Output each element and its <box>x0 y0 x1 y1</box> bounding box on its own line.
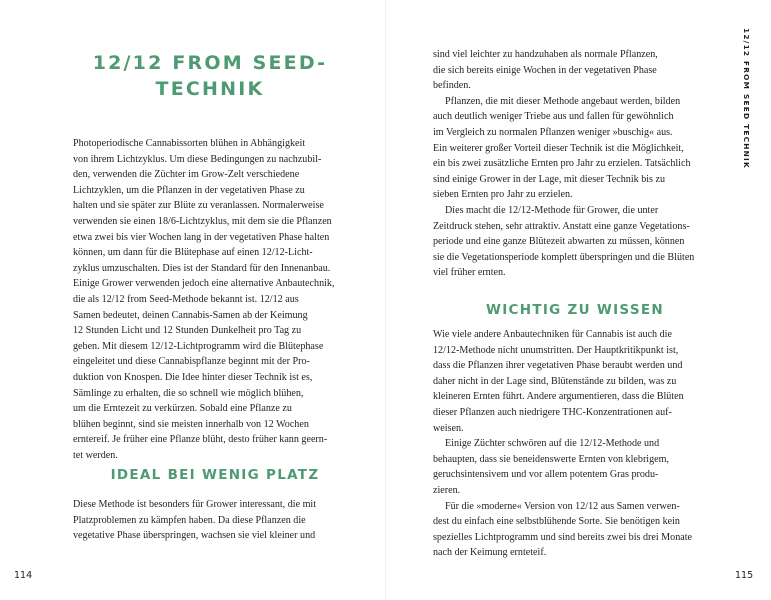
right-page <box>387 0 771 600</box>
chapter-title: 12/12 FROM SEED-TECHNIK <box>92 52 328 100</box>
intro-text: Photoperiodische Cannabissorten blühen in Abhängigkeit von ihrem Lichtzyklus. Um diese Bedingungen zu nachzubil- den, verwenden die Züchter im Grow-Zelt verschiedene Lichtzyklen, um die Pflanzen in der vegetativen Phase zu halten und sie später zur Blüte zu veranlassen. Normalerweise verwenden sie einen 18/6-Lichtzyklus, mit dem sie die Pflanzen etwa zwei bis vier Wochen lang in der vegetativen Phase halten können, um dann für die Blütephase auf einen 12/12-Licht- zyklus umzuschalten. Dies ist der Standard für den Innenanbau. Einige Grower verwenden jedoch eine alternative Anbautechnik, die als 12/12 from Seed-Methode bekannt ist. 12/12 aus Samen bedeutet, deinen Cannabis-Samen ab der Keimung 12 Stunden Licht und 12 Stunden Dunkelheit pro Tag zu geben. Mit diesem 12/12-Lichtprogramm wird die Blütephase eingeleitet und diese Cannabispflanze beginnt mit der Pro- duktion von Knospen. Die Idee hinter dieser Technik ist es, Sämlinge zu erhalten, die so schnell wie möglich blühen, um die Erntezeit zu verkürzen. Sobald eine Pflanze zu blühen beginnt, sind sie meisten innerhalb von 12 Wochen erntereif. Je früher eine Pflanze blüht, desto früher kann geern- tet werden. <box>73 138 335 461</box>
continued-text <box>433 47 717 281</box>
zuechter-paragraph: Einige Züchter schwören auf die 12/12-Methode und behaupten, dass sie beneidenswerte Ernten von klebrigem, geruchsintensivem und vor allem potentem Gras produ- zieren. <box>433 438 670 496</box>
critique-text <box>433 327 717 561</box>
gutter <box>385 0 386 600</box>
method-text: Diese Methode ist besonders für Grower interessant, die mit Platzproblemen zu kämpfen haben. Da diese Pflanzen die vegetative Phase überspringen, wachsen sie viel kleiner und <box>73 499 317 542</box>
page-number-right: 115 <box>735 570 754 581</box>
pflanzen-paragraph: Pflanzen, die mit dieser Methode angebaut werden, bilden auch deutlich weniger Triebe aus und fallen für gewöhnlich im Vergleich zu normalen Pflanzen weniger »buschig« aus. Ein weiterer großer Vorteil dieser Technik ist die Möglichkeit, ein bis zwei zusätzliche Ernten pro Jahr zu erzielen. Tatsächlich sind einige Grower in der Lage, mit dieser Technik bis zu sieben Ernten pro Jahr zu erzielen. <box>433 95 691 201</box>
subheading-wichtig: WICHTIG ZU WISSEN <box>486 302 664 318</box>
left-page <box>0 0 384 600</box>
page-number-left: 114 <box>14 570 33 581</box>
running-head: 12/12 FROM SEED TECHNIK <box>742 28 751 169</box>
critique-paragraph: Wie viele andere Anbautechniken für Cannabis ist auch die 12/12-Methode nicht unumstritten. Der Hauptkritikpunkt ist, dass die Pflanzen ihrer vegetativen Phase beraubt werden und daher nicht in der Lage sind, Blütenstände zu bilden, was zu kleineren Ernten führt. Andere argumentieren, dass die Blüten dieser Pflanzen auch niedrigere THC-Konzentrationen auf- weisen. <box>433 329 684 434</box>
cont-text: sind viel leichter zu handzuhaben als normale Pflanzen, die sich bereits einige Wochen in der vegetativen Phase befinden. <box>433 49 658 92</box>
intro-paragraph <box>73 136 357 463</box>
dies-paragraph: Dies macht die 12/12-Methode für Grower, die unter Zeitdruck stehen, sehr attraktiv. Anstatt eine ganze Vegetations- periode und eine ganze Blütezeit abwarten zu müssen, können sie die Vegetationsperiode komplett überspringen und die Blüten viel früher ernten. <box>433 204 695 279</box>
subheading-ideal: IDEAL BEI WENIG PLATZ <box>110 467 320 483</box>
moderne-paragraph: Für die »moderne« Version von 12/12 aus Samen verwen- dest du einfach eine selbstblühende Sorte. Sie benötigen kein spezielles Lichtprogramm und sind bereits zwei bis drei Monate nach der Keimung ernteteif. <box>433 500 693 559</box>
method-paragraph <box>73 497 357 544</box>
